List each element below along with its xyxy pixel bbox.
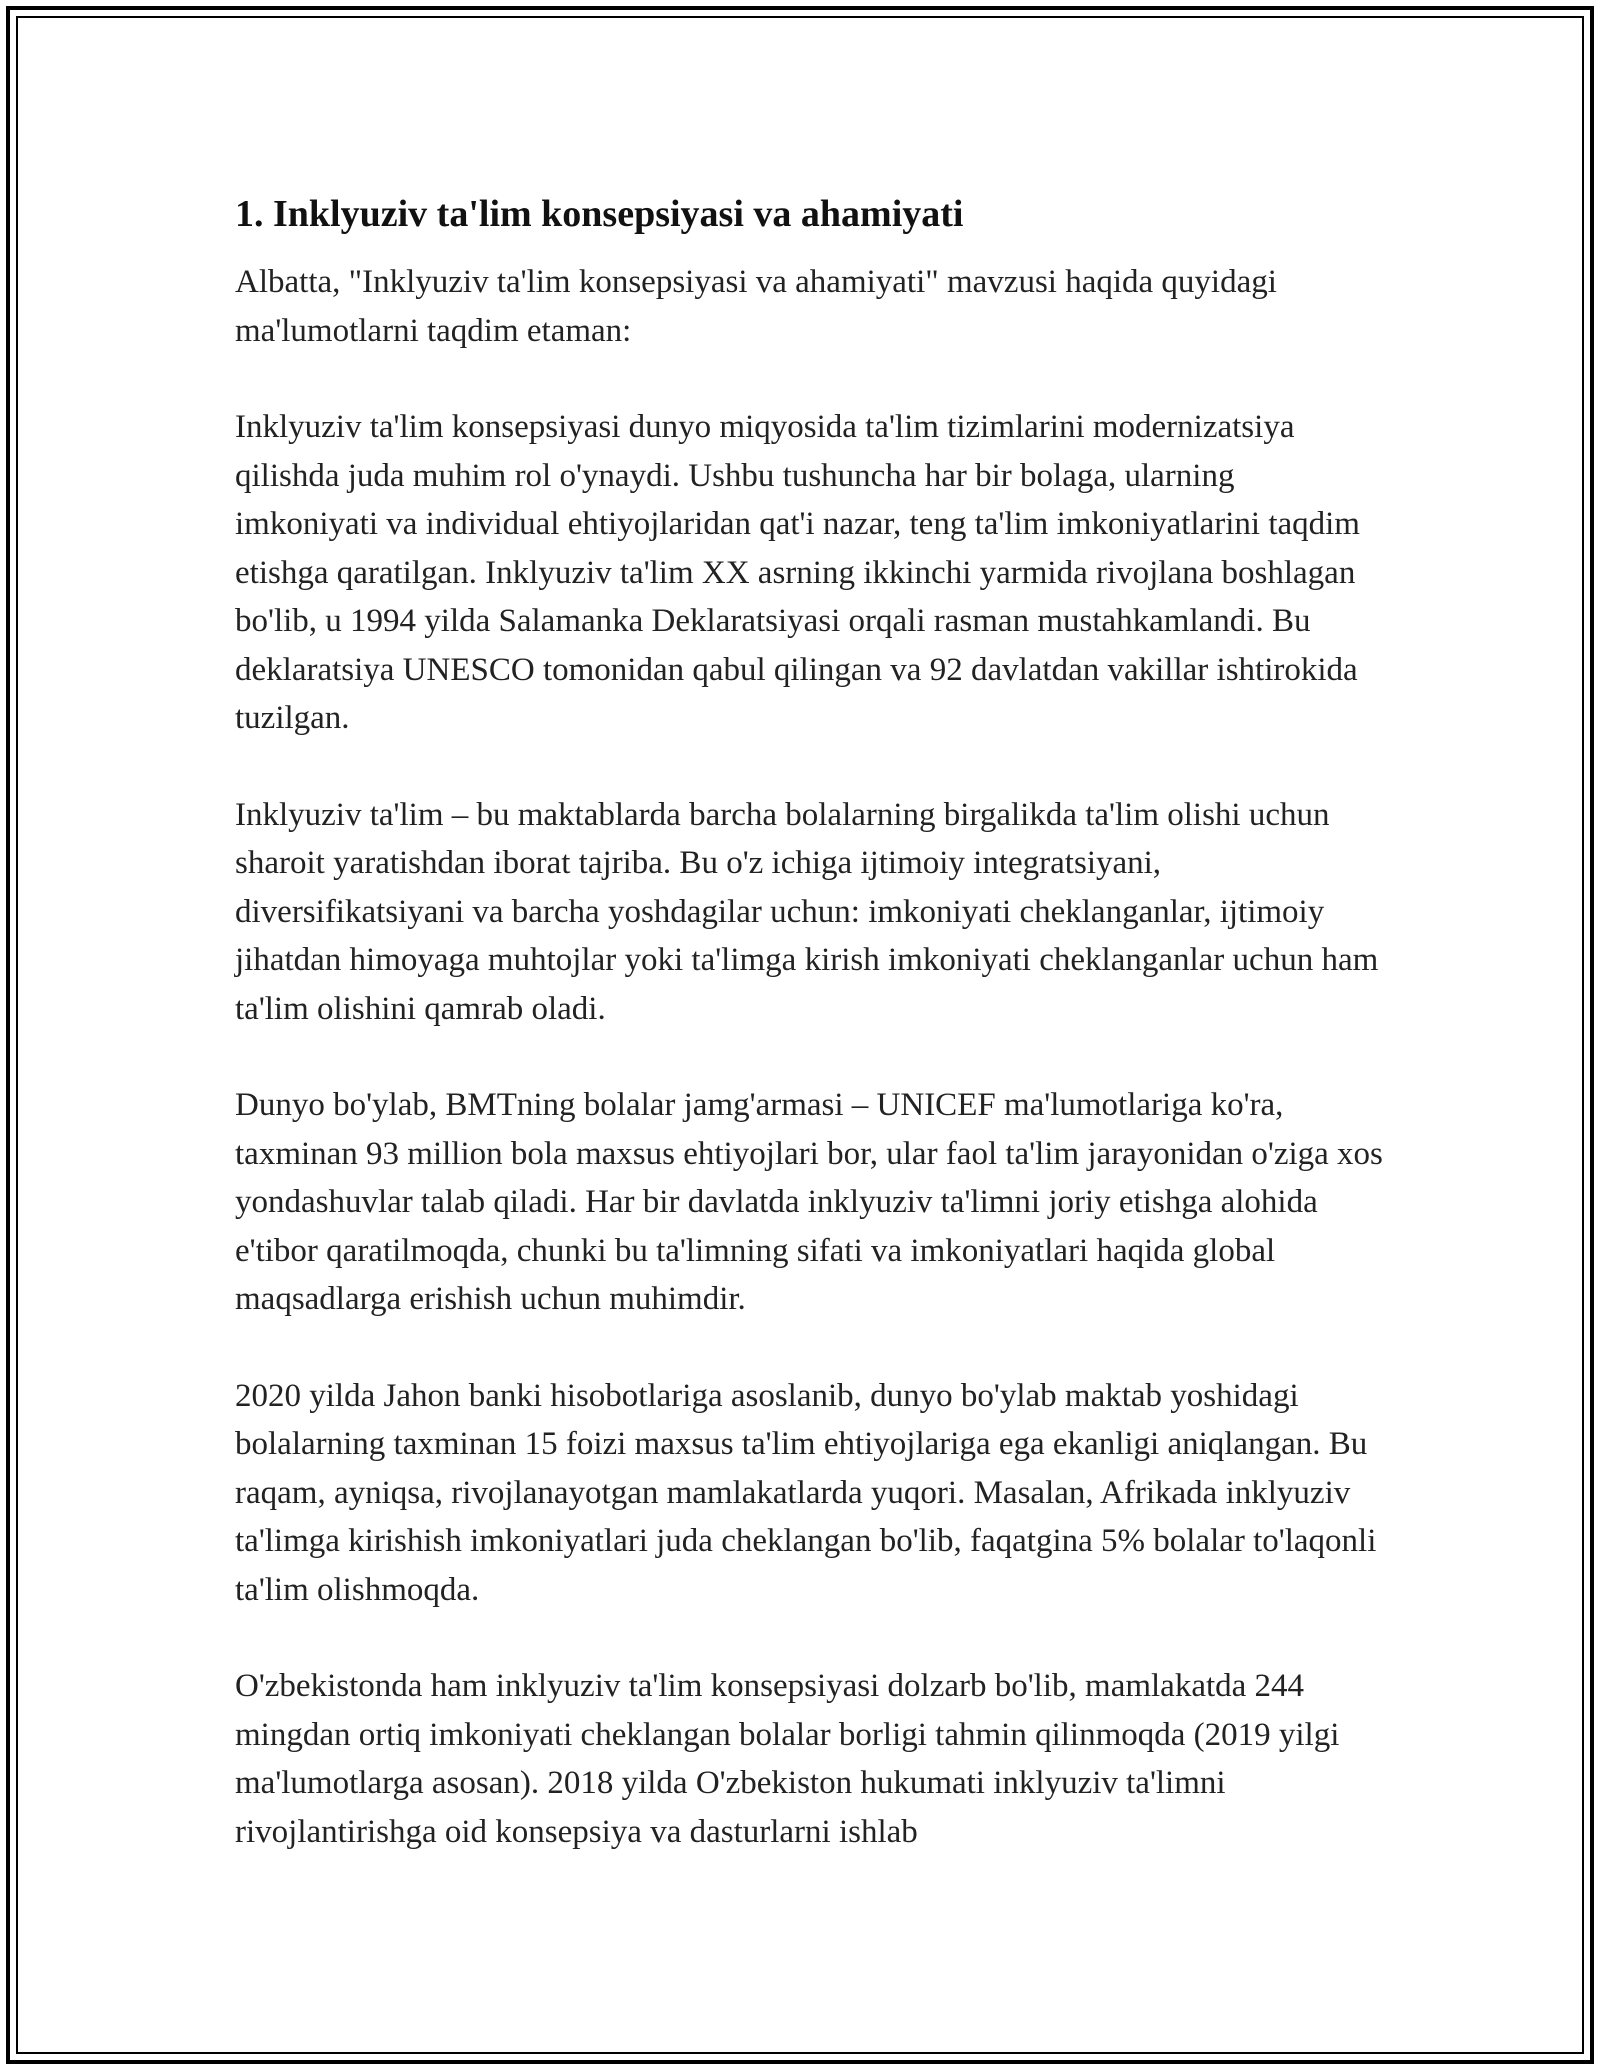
paragraph-world-bank: 2020 yilda Jahon banki hisobotlariga asoslanib, dunyo bo'ylab maktab yoshidagi bolalarning taxminan 15 foizi maxsus ta'lim ehtiyojlariga ega ekanligi aniqlangan. Bu raqam, ayniqsa, rivojlanayotgan mamlakatlarda yuqori. Masalan, Afrikada inklyuziv ta'limga kirishish imkoniyatlari juda cheklangan bo'lib, faqatgina 5% bolalar to'laqonli ta'lim olishmoqda. — [235, 1377, 1377, 1608]
paragraph-unicef: Dunyo bo'ylab, BMTning bolalar jamg'armasi – UNICEF ma'lumotlariga ko'ra, taxminan 93 million bola maxsus ehtiyojlari bor, ular faol ta'lim jarayonidan o'ziga xos yondashuvlar talab qiladi. Har bir davlatda inklyuziv ta'limni joriy etishga alohida e'tibor qaratilmoqda, chunki bu ta'limning sifati va imkoniyatlari haqida global maqsadlarga erishish uchun muhimdir. — [235, 1087, 1383, 1317]
paragraph-intro: Albatta, "Inklyuziv ta'lim konsepsiyasi va ahamiyati" mavzusi haqida quyidagi ma'lumotlarni taqdim etaman: — [235, 264, 1277, 349]
paragraph-definition: Inklyuziv ta'lim – bu maktablarda barcha bolalarning birgalikda ta'lim olishi uchun sharoit yaratishdan iborat tajriba. Bu o'z ichiga ijtimoiy integratsiyani, diversifikatsiyani va barcha yoshdagilar uchun: imkoniyati cheklanganlar, ijtimoiy jihatdan himoyaga muhtojlar yoki ta'limga kirish imkoniyati cheklanganlar uchun ham ta'lim olishini qamrab oladi. — [235, 796, 1379, 1027]
section-heading: 1. Inklyuziv ta'lim konsepsiyasi va ahamiyati — [235, 193, 964, 235]
paragraph-uzbekistan: O'zbekistonda ham inklyuziv ta'lim konsepsiyasi dolzarb bo'lib, mamlakatda 244 mingdan ortiq imkoniyati cheklangan bolalar borligi tahmin qilinmoqda (2019 yilgi ma'lumotlarga asosan). 2018 yilda O'zbekiston hukumati inklyuziv ta'limni rivojlantirishga oid konsepsiya va dasturlarni ishlab — [235, 1668, 1340, 1850]
document-body — [235, 190, 1385, 1904]
paragraph-concept: Inklyuziv ta'lim konsepsiyasi dunyo miqyosida ta'lim tizimlarini modernizatsiya qilishda juda muhim rol o'ynaydi. Ushbu tushuncha har bir bolaga, ularning imkoniyati va individual ehtiyojlaridan qat'i nazar, teng ta'lim imkoniyatlarini taqdim etishga qaratilgan. Inklyuziv ta'lim XX asrning ikkinchi yarmida rivojlana boshlagan bo'lib, u 1994 yilda Salamanka Deklaratsiyasi orqali rasman mustahkamlandi. Bu deklaratsiya UNESCO tomonidan qabul qilingan va 92 davlatdan vakillar ishtirokida tuzilgan. — [235, 409, 1360, 736]
